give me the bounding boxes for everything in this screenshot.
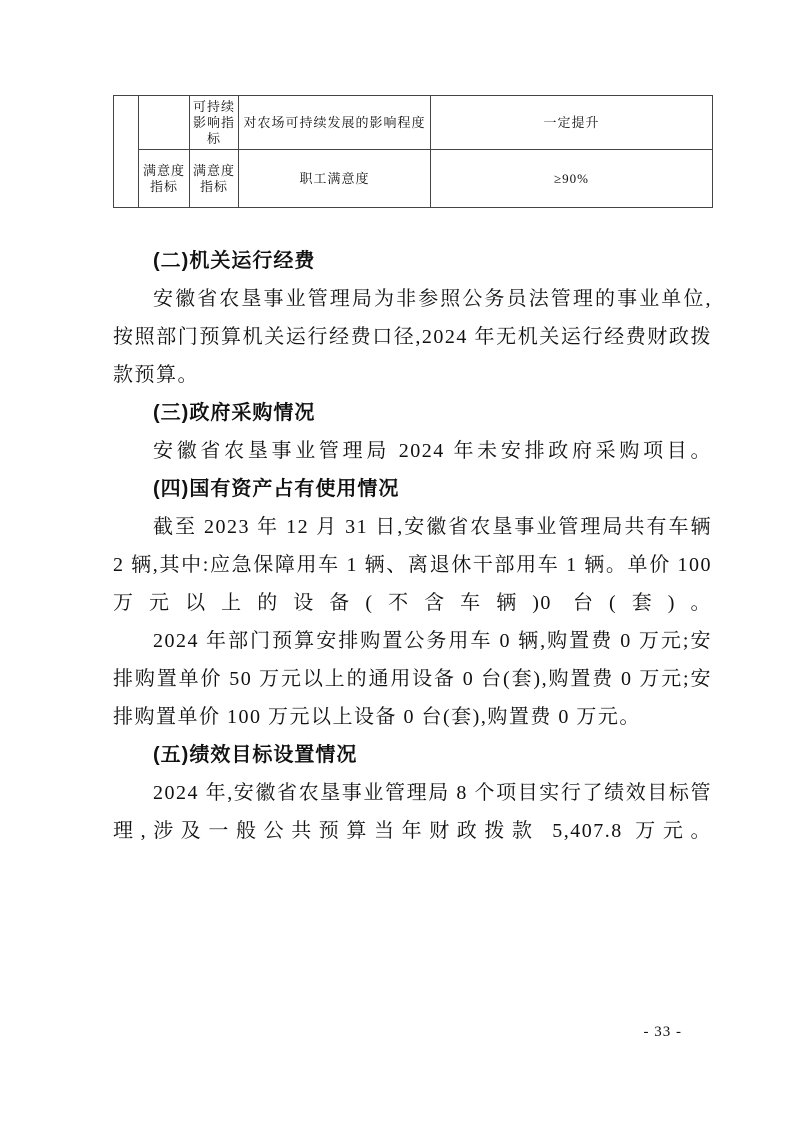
cell-indicator-name: 职工满意度 (239, 150, 431, 208)
table-row (114, 150, 713, 208)
performance-indicator-table (113, 95, 713, 208)
section-paragraph: 安徽省农垦事业管理局为非参照公务员法管理的事业单位,按照部门预算机关运行经费口径,2024 年无机关运行经费财政拨款预算。 (113, 288, 712, 386)
section-heading-operating-expenses: (二)机关运行经费 (153, 250, 316, 272)
section-paragraph: 安徽省农垦事业管理局 2024 年未安排政府采购项目。 (153, 440, 712, 462)
section-heading-state-assets: (四)国有资产占有使用情况 (153, 478, 400, 500)
table-row (114, 96, 713, 150)
section-heading-government-procurement: (三)政府采购情况 (153, 402, 316, 424)
section-heading-performance-targets: (五)绩效目标设置情况 (153, 744, 358, 766)
cell-sustainability-category: 可持续影响指标 (190, 96, 239, 150)
cell-indicator-value: ≥90% (431, 150, 713, 208)
cell-satisfaction-group: 满意度指标 (139, 150, 190, 208)
cell-indicator-name: 对农场可持续发展的影响程度 (239, 96, 431, 150)
cell-empty (139, 96, 190, 150)
cell-satisfaction-category: 满意度指标 (190, 150, 239, 208)
page-number: - 33 - (643, 1024, 682, 1040)
body-sections (113, 242, 712, 850)
section-paragraph: 2024 年部门预算安排购置公务用车 0 辆,购置费 0 万元;安排购置单价 50 万元以上的通用设备 0 台(套),购置费 0 万元;安排购置单价 100 万元以上设备 0 台(套),购置费 0 万元。 (113, 630, 712, 728)
cell-empty-spanner (114, 96, 139, 208)
cell-indicator-value: 一定提升 (431, 96, 713, 150)
page-content (113, 95, 712, 850)
section-paragraph: 截至 2023 年 12 月 31 日,安徽省农垦事业管理局共有车辆 2 辆,其中:应急保障用车 1 辆、离退休干部用车 1 辆。单价 100 万元以上的设备(不含车辆)0 台(套)。 (113, 516, 712, 614)
section-paragraph: 2024 年,安徽省农垦事业管理局 8 个项目实行了绩效目标管理,涉及一般公共预算当年财政拨款 5,407.8 万元。 (113, 782, 712, 842)
